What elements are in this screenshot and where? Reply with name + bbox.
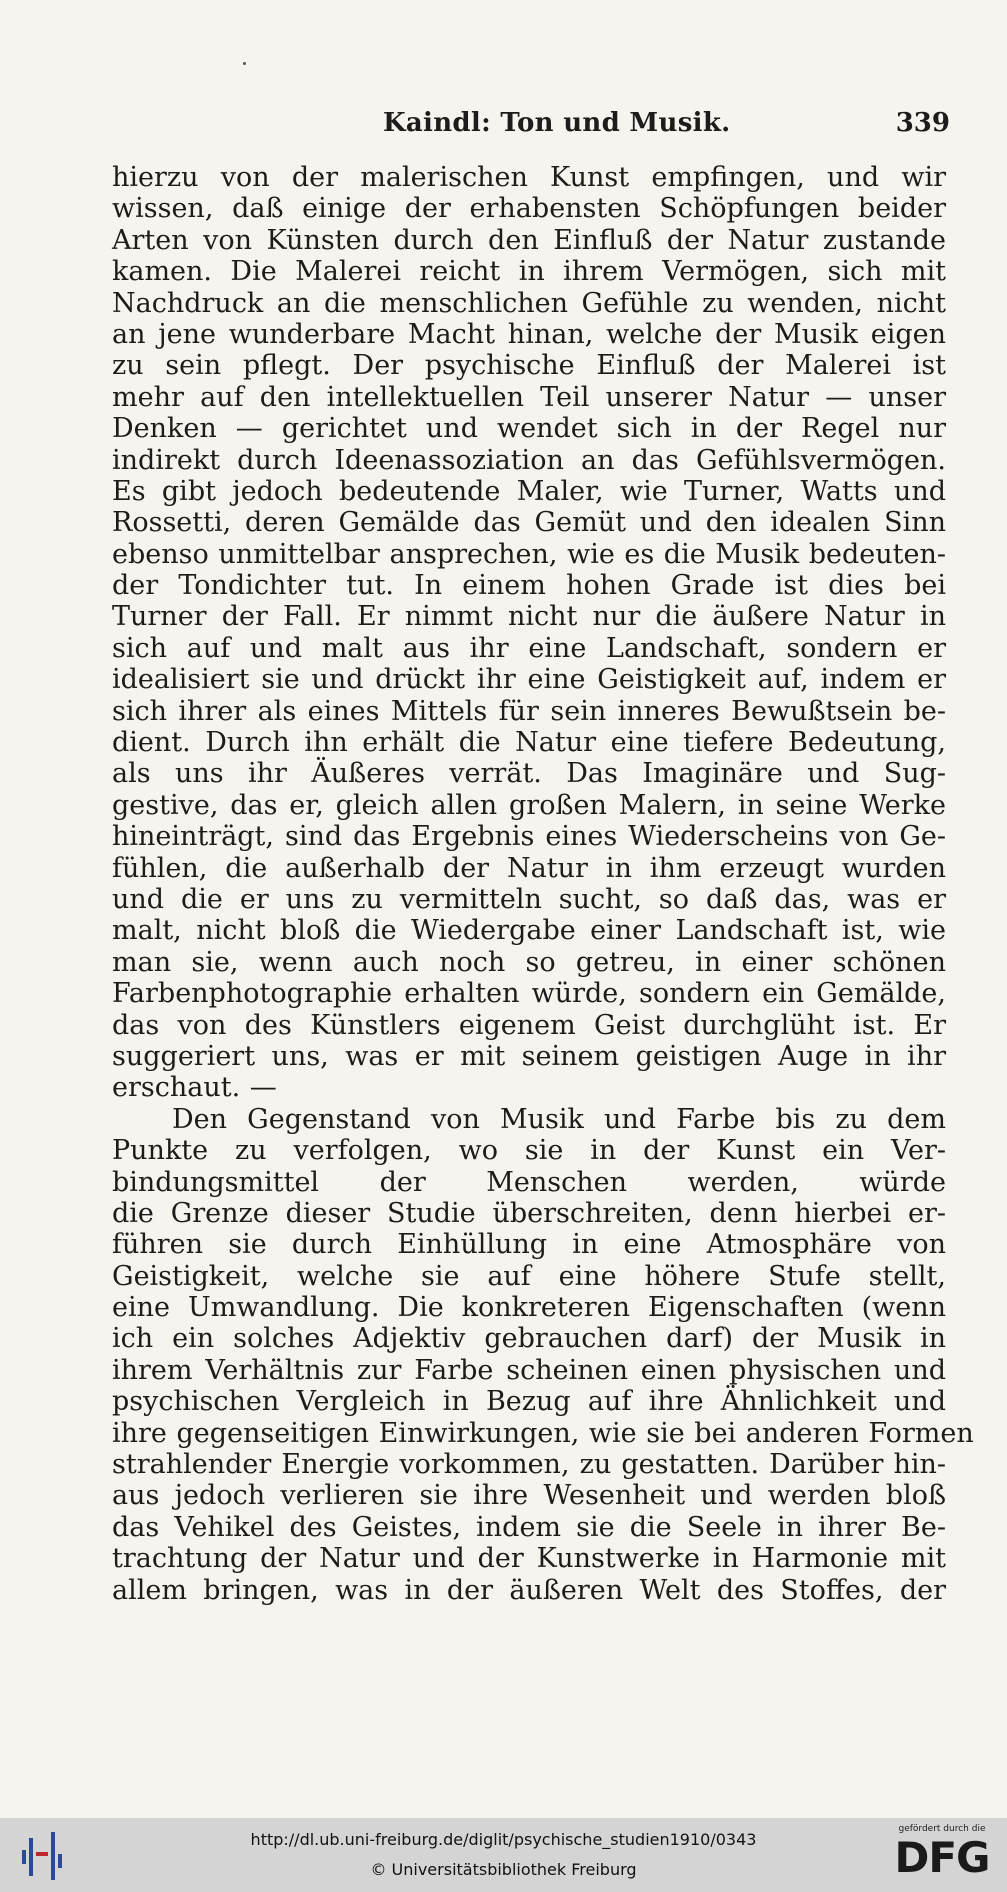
text-line: aus jedoch verlieren sie ihre Wesenheit und werden bloß xyxy=(112,1480,946,1512)
text-line: ihre gegenseitigen Einwirkungen, wie sie bei anderen Formen xyxy=(112,1417,974,1449)
text-line: der Tondichter tut. In einem hohen Grade ist dies bei xyxy=(112,570,946,602)
copyright-notice: © Universitätsbibliothek Freiburg xyxy=(370,1860,637,1879)
text-line: und die er uns zu vermitteln sucht, so daß das, was er xyxy=(112,883,946,915)
dfg-caption: gefördert durch die xyxy=(898,1824,986,1834)
text-line: strahlender Energie vorkommen, zu gestatten. Darüber hin- xyxy=(112,1449,946,1481)
text-line: wissen, daß einige der erhabensten Schöpfungen beider xyxy=(112,193,946,225)
body-text xyxy=(112,162,974,1606)
text-line: allem bringen, was in der äußeren Welt des Stoffes, der xyxy=(112,1574,946,1606)
text-line: Den Gegenstand von Musik und Farbe bis zu dem xyxy=(172,1103,946,1135)
text-line: gestive, das er, gleich allen großen Malern, in seine Werke xyxy=(112,789,946,821)
text-line: hineinträgt, sind das Ergebnis eines Wiederscheins von Ge- xyxy=(112,821,946,853)
text-line: an jene wunderbare Macht hinan, welche der Musik eigen xyxy=(112,318,946,350)
running-head: Kaindl: Ton und Musik. xyxy=(383,108,731,138)
text-line: hierzu von der malerischen Kunst empfingen, und wir xyxy=(112,162,946,193)
text-line: man sie, wenn auch noch so getreu, in einer schönen xyxy=(112,946,946,978)
text-line: dient. Durch ihn erhält die Natur eine tiefere Bedeutung, xyxy=(112,727,946,759)
text-line: ich ein solches Adjektiv gebrauchen darf) der Musik in xyxy=(112,1323,946,1355)
page-number: 339 xyxy=(895,108,950,138)
text-line: sich ihrer als eines Mittels für sein inneres Bewußtsein be- xyxy=(112,695,946,727)
text-line: kamen. Die Malerei reicht in ihrem Vermögen, sich mit xyxy=(112,256,946,288)
text-line: ihrem Verhältnis zur Farbe scheinen einen physischen und xyxy=(112,1354,946,1386)
text-line: eine Umwandlung. Die konkreteren Eigenschaften (wenn xyxy=(112,1292,946,1324)
text-line: mehr auf den intellektuellen Teil unserer Natur — unser xyxy=(112,381,946,413)
text-line: Geistigkeit, welche sie auf eine höhere Stufe stellt, xyxy=(112,1260,946,1292)
text-line: trachtung der Natur und der Kunstwerke in Harmonie mit xyxy=(112,1543,946,1575)
text-line: führen sie durch Einhüllung in eine Atmosphäre von xyxy=(112,1229,946,1261)
text-line: das von des Künstlers eigenem Geist durchglüht ist. Er xyxy=(112,1009,946,1041)
text-line: idealisiert sie und drückt ihr eine Geistigkeit auf, indem er xyxy=(112,664,946,696)
dfg-logo-text: DFG xyxy=(894,1833,990,1882)
text-line: Turner der Fall. Er nimmt nicht nur die äußere Natur in xyxy=(112,601,946,633)
text-line: Es gibt jedoch bedeutende Maler, wie Turner, Watts und xyxy=(112,475,946,507)
text-line: Punkte zu verfolgen, wo sie in der Kunst ein Ver- xyxy=(112,1135,946,1167)
text-line: ebenso unmittelbar ansprechen, wie es die Musik bedeuten- xyxy=(112,538,947,570)
text-line: Rossetti, deren Gemälde das Gemüt und den idealen Sinn xyxy=(112,507,946,539)
document-url[interactable]: http://dl.ub.uni-freiburg.de/diglit/psychische_studien1910/0343 xyxy=(250,1830,757,1849)
text-line: bindungsmittel der Menschen werden, würde xyxy=(112,1166,946,1198)
page-speck xyxy=(243,62,246,65)
text-line: Arten von Künsten durch den Einfluß der Natur zustande xyxy=(112,224,946,256)
text-line: suggeriert uns, was er mit seinem geistigen Auge in ihr xyxy=(112,1040,946,1072)
text-line: Farbenphotographie erhalten würde, sondern ein Gemälde, xyxy=(112,978,946,1010)
text-line: Nachdruck an die menschlichen Gefühle zu wenden, nicht xyxy=(112,287,946,319)
text-line: indirekt durch Ideenassoziation an das Gefühlsvermögen. xyxy=(112,444,946,476)
text-line: sich auf und malt aus ihr eine Landschaft, sondern er xyxy=(112,632,946,664)
footer-bar xyxy=(0,1818,1007,1892)
text-line: Denken — gerichtet und wendet sich in der Regel nur xyxy=(112,413,946,445)
text-line: malt, nicht bloß die Wiedergabe einer Landschaft ist, wie xyxy=(112,915,946,947)
text-line: die Grenze dieser Studie überschreiten, denn hierbei er- xyxy=(112,1197,946,1229)
text-line: als uns ihr Äußeres verrät. Das Imaginäre und Sug- xyxy=(112,758,946,790)
text-line: erschaut. — xyxy=(112,1072,277,1104)
dfg-logo-icon xyxy=(889,1824,995,1888)
text-line: psychischen Vergleich in Bezug auf ihre Ähnlichkeit und xyxy=(112,1386,946,1418)
text-line: fühlen, die außerhalb der Natur in ihm erzeugt wurden xyxy=(112,852,946,884)
text-line: zu sein pflegt. Der psychische Einfluß der Malerei ist xyxy=(112,350,946,382)
text-line: das Vehikel des Geistes, indem sie die Seele in ihrer Be- xyxy=(112,1511,946,1543)
